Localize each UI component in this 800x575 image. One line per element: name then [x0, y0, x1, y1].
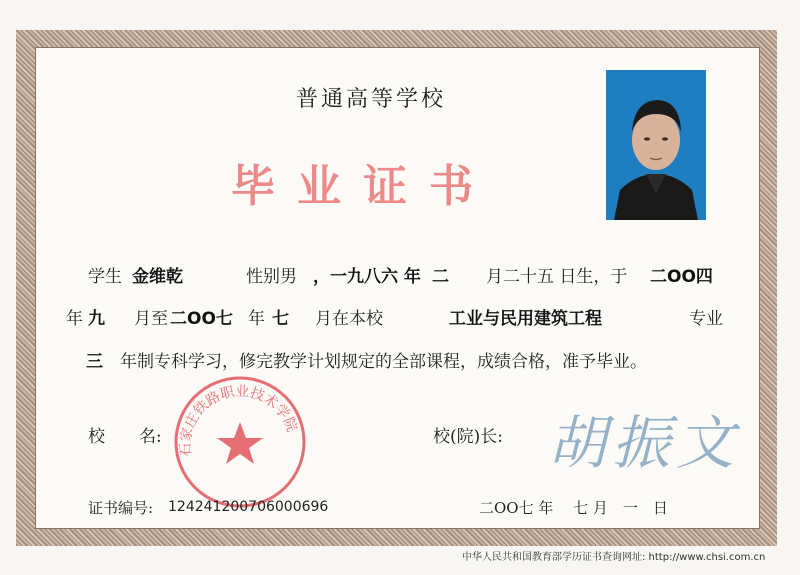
year-label-2: 年 — [248, 309, 265, 329]
birth-day-text: 月二十五 日生，于 — [486, 267, 628, 287]
school-type-heading: 普通高等学校 — [296, 87, 447, 112]
issue-date: 二OO七 年 七 月 一 日 — [479, 499, 668, 517]
president-signature: 胡振文 — [548, 409, 741, 477]
study-years: 三 — [86, 352, 103, 372]
seal-text: 石家庄铁路职业技术学院 — [177, 383, 300, 458]
school-name-label: 校 名: — [88, 427, 162, 447]
birth-year: ，一九八六 年 — [313, 267, 421, 287]
student-name: 金维乾 — [132, 267, 183, 287]
major-name: 工业与民用建筑工程 — [449, 309, 602, 329]
verification-footer: 中华人民共和国教育部学历证书查询网址: http://www.chsi.com.cn — [462, 552, 766, 563]
student-photo — [606, 70, 706, 220]
president-label: 校(院)长: — [433, 427, 503, 447]
cert-no: 124241200706000696 — [168, 499, 329, 515]
end-year: 二OO七 — [170, 309, 233, 329]
year-label: 年 — [66, 309, 83, 329]
cert-no-label: 证书编号: — [88, 499, 154, 517]
start-year: 二OO四 — [650, 267, 713, 287]
start-month: 九 — [88, 309, 105, 329]
month-to-text: 月至 — [134, 309, 168, 329]
certificate-title: 毕业证书 — [231, 161, 495, 212]
end-month: 七 — [272, 309, 289, 329]
at-school-text: 月在本校 — [315, 309, 383, 329]
school-seal — [170, 372, 310, 512]
student-label: 学生 — [88, 267, 122, 287]
gender-text: 性别男 — [246, 267, 297, 287]
completion-text: 年制专科学习，修完教学计划规定的全部课程，成绩合格，准予毕业。 — [120, 352, 647, 372]
birth-month: 二 — [432, 267, 449, 287]
major-label: 专业 — [689, 309, 723, 329]
